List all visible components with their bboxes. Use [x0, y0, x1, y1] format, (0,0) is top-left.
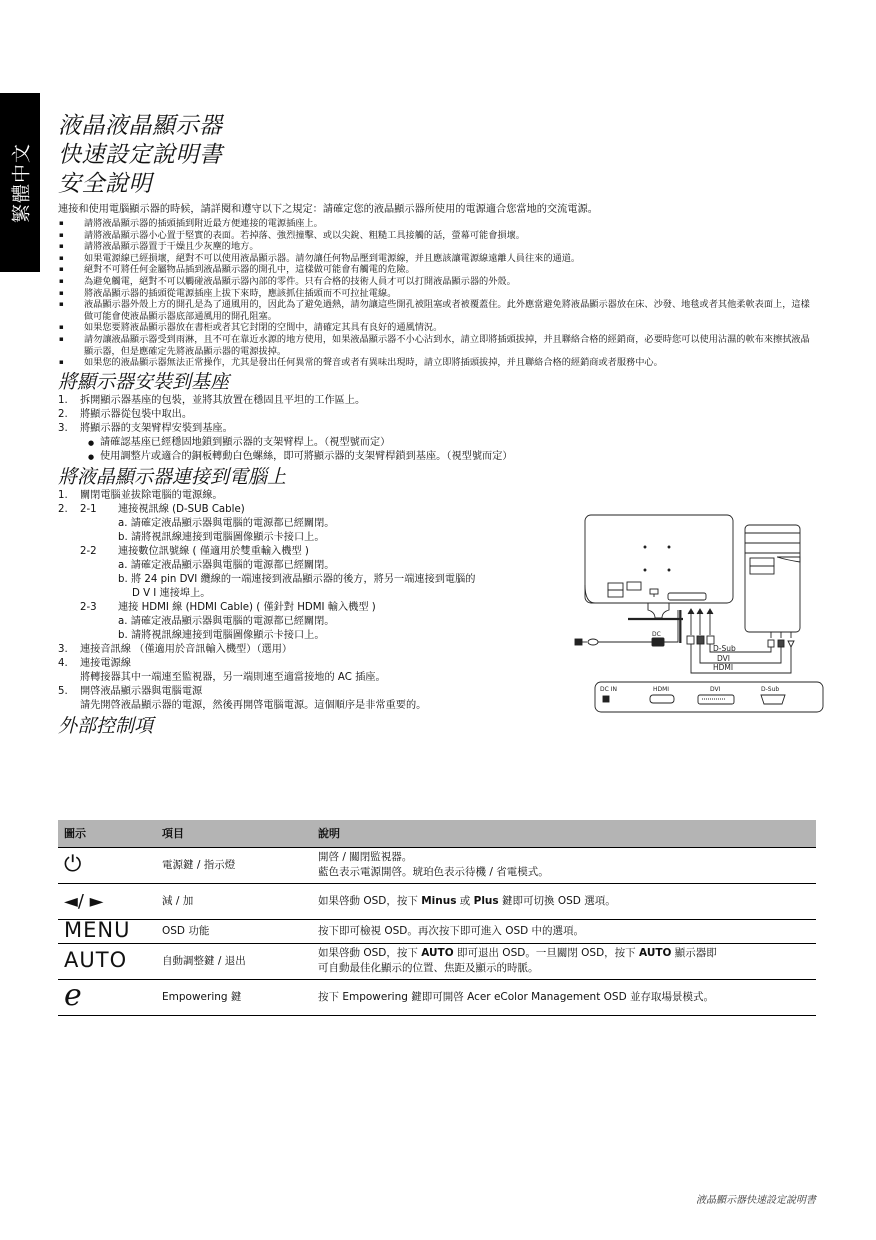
title-line-1: 液晶液晶顯示器	[58, 113, 223, 139]
base-steps	[58, 394, 818, 464]
port-panel-illustration	[595, 682, 823, 712]
substep-title: 連接數位訊號線 ( 僅適用於雙重輸入機型 )	[118, 545, 309, 557]
svg-text:DVI: DVI	[717, 654, 730, 663]
safety-item: ▪ 液晶顯示器外殼上方的開孔是為了通風用的，因此為了避免過熱，請勿讓這些開孔被阻塞或者被覆蓋住。此外應當避免將液晶顯示器放在床、沙發、地毯或者其他柔軟表面上，這樣做可能會使液晶顯示器底部通風用的開孔阻塞。	[58, 299, 818, 322]
substep-b: b. 將 24 pin DVI 纜線的一端連接到液晶顯示器的後方，將另一端連接到電腦的	[118, 573, 476, 585]
power-icon: ⏻	[64, 852, 82, 877]
step-number: 4.	[58, 657, 68, 669]
monitor-back-illustration	[585, 515, 733, 643]
header-item: 項目	[156, 820, 312, 847]
safety-item: ▪ 請勿讓液晶顯示器受到雨淋，且不可在靠近水源的地方使用，如果液晶顯示器不小心沾到水，請立即將插頭拔掉，并且聯絡合格的經銷商，必要時您可以使用沾濕的軟布來擦拭液晶顯示器，但是應確定先將液晶顯示器的電源拔掉。	[58, 334, 818, 357]
base-step	[58, 394, 818, 408]
description-cell	[312, 883, 816, 919]
connect-section-heading: 將液晶顯示器連接到電腦上	[58, 465, 287, 488]
description-text: 或	[456, 894, 474, 907]
step-number: 2.	[58, 503, 68, 515]
step-number: 1.	[58, 489, 68, 501]
description-cell: 按下即可檢視 OSD。再次按下即可進入 OSD 中的選項。	[312, 919, 816, 943]
empowering-e-icon: e	[64, 977, 82, 1013]
table-row	[58, 883, 816, 919]
svg-text:HDMI: HDMI	[653, 686, 670, 693]
step-detail: 將轉接器其中一端連至監視器，另一端則連至適當接地的 AC 插座。	[80, 671, 386, 683]
step-text: 關閉電腦並拔除電腦的電源線。	[80, 489, 223, 501]
svg-text:DC IN: DC IN	[600, 686, 617, 693]
step-number: 3.	[58, 422, 68, 434]
step-detail: 請先開啓液晶顯示器的電源，然後再開啓電腦電源。這個順序是非常重要的。	[80, 699, 427, 711]
item-cell: 減 / 加	[156, 883, 312, 919]
step-text: 連接音訊線 （僅適用於音訊輸入機型）（選用）	[80, 643, 293, 655]
safety-item: ▪ 請將液晶顯示器小心置于堅實的表面。若掉落、強烈撞擊、或以尖銳、粗糙工具接觸的話，螢幕可能會損壞。	[58, 230, 818, 242]
safety-item: ▪ 請將液晶顯示器的插頭插到附近最方便連接的電源插座上。	[58, 218, 818, 230]
key-name: Plus	[473, 894, 499, 907]
step-text: 連接電源線	[80, 657, 131, 669]
description-cell	[312, 847, 816, 883]
substep-title: 連接視訊線 (D-SUB Cable)	[118, 503, 245, 515]
language-label: 繁體中文	[10, 142, 33, 223]
description-line: 可自動最佳化顯示的位置、焦距及顯示的時脈。	[318, 962, 539, 974]
item-cell: 電源鍵 / 指示燈	[156, 847, 312, 883]
description-cell: 按下 Empowering 鍵即可開啓 Acer eColor Management OSD 並存取場景模式。	[312, 979, 816, 1015]
svg-text:D-Sub: D-Sub	[761, 686, 780, 693]
pc-tower-illustration	[745, 525, 800, 647]
step-text: 將顯示器從包裝中取出。	[80, 408, 193, 420]
description-text: 鍵即可切換 OSD 選項。	[498, 894, 616, 907]
substep-b-continued: D V I 連接埠上。	[132, 587, 211, 599]
safety-item: ▪ 如果您的液晶顯示器無法正常操作，尤其是發出任何異常的聲音或者有異味出現時，請立即將插頭拔掉，并且聯絡合格的經銷商或者服務中心。	[58, 357, 818, 369]
key-name: Minus	[421, 894, 457, 907]
description-text: 即可退出 OSD。一旦關閉 OSD，按下	[453, 947, 640, 959]
safety-item: ▪ 絕對不可將任何金屬物品插到液晶顯示器的開孔中，這樣做可能會有觸電的危險。	[58, 264, 818, 276]
description-line: 開啓 / 關閉監視器。	[318, 851, 413, 863]
sub-bullet: ● 使用調整片或適合的銅板轉動白色螺絲，即可將顯示器的支架臂桿鎖到基座。（視型號而定）	[88, 450, 818, 464]
title-line-2: 快速設定說明書	[58, 142, 223, 168]
step-text: 拆開顯示器基座的包裝，並將其放置在穩固且平坦的工作區上。	[80, 394, 366, 406]
svg-text:DC: DC	[652, 631, 661, 638]
description-text: 如果啓動 OSD，按下	[318, 947, 422, 959]
connection-diagram	[565, 510, 825, 715]
substep-number: 2-3	[80, 601, 97, 613]
description-text: 顯示器即	[671, 947, 717, 959]
description-cell	[312, 943, 816, 979]
description-text: 如果啓動 OSD，按下	[318, 894, 422, 907]
substep-a: a. 請確定液晶顯示器與電腦的電源都已經關閉。	[118, 517, 335, 529]
item-cell: 自動調整鍵 / 退出	[156, 943, 312, 979]
step-text: 開啓液晶顯示器與電腦電源	[80, 685, 203, 697]
language-side-tab	[0, 93, 40, 272]
safety-item: ▪ 如果您要將液晶顯示器放在書柜或者其它封閉的空間中，請確定其具有良好的通風情況。	[58, 322, 818, 334]
safety-intro: 連接和使用電腦顯示器的時候，請詳閱和遵守以下之規定：請確定您的液晶顯示器所使用的電源適合您當地的交流電源。	[58, 204, 598, 215]
safety-item: ▪ 請將液晶顯示器置于干燥且少灰塵的地方。	[58, 241, 818, 253]
substep-a: a. 請確定液晶顯示器與電腦的電源都已經關閉。	[118, 615, 335, 627]
substep-b: b. 請將視訊線連接到電腦圖像顯示卡接口上。	[118, 629, 325, 641]
table-row	[58, 943, 816, 979]
table-row	[58, 919, 816, 943]
header-description: 說明	[312, 820, 816, 847]
auto-icon: AUTO	[64, 948, 128, 972]
controls-section-heading: 外部控制項	[58, 714, 154, 737]
key-name: AUTO	[421, 947, 454, 959]
item-cell: Empowering 鍵	[156, 979, 312, 1015]
step-number: 3.	[58, 643, 68, 655]
svg-text:DVI: DVI	[710, 686, 721, 693]
key-name: AUTO	[639, 947, 672, 959]
safety-item: ▪ 如果電源線已經損壞，絕對不可以使用液晶顯示器。請勿讓任何物品壓到電源線，并且應該讓電源線遠離人員往來的通道。	[58, 253, 818, 265]
safety-item: ▪ 將液晶顯示器的插頭從電源插座上拔下來時，應該抓住插頭而不可拉扯電線。	[58, 288, 818, 300]
base-section-heading: 將顯示器安裝到基座	[58, 370, 230, 393]
menu-icon: MENU	[64, 918, 131, 942]
item-cell: OSD 功能	[156, 919, 312, 943]
base-step	[58, 408, 818, 422]
base-sub-bullets	[80, 436, 818, 464]
page-footer: 液晶顯示器快速設定說明書	[696, 1195, 816, 1206]
sub-bullet: ● 請確認基座已經穩固地鎖到顯示器的支架臂桿上。（視型號而定）	[88, 436, 818, 450]
step-text: 將顯示器的支架臂桿安裝到基座。	[80, 422, 233, 434]
substep-title: 連接 HDMI 線 (HDMI Cable) ( 僅針對 HDMI 輸入機型 )	[118, 601, 376, 613]
safety-item: ▪ 為避免觸電，絕對不可以觸碰液晶顯示器內部的零件。只有合格的技術人員才可以打開液晶顯示器的外殼。	[58, 276, 818, 288]
table-row	[58, 979, 816, 1015]
description-line: 藍色表示電源開啓。琥珀色表示待機 / 省電模式。	[318, 866, 549, 878]
external-controls-table	[58, 820, 816, 1016]
minus-plus-arrows-icon: ◄/ ►	[64, 890, 104, 912]
substep-number: 2-1	[80, 503, 97, 515]
substep-b: b. 請將視訊線連接到電腦圖像顯示卡接口上。	[118, 531, 325, 543]
table-header-row	[58, 820, 816, 847]
connect-step-1	[58, 489, 818, 503]
header-icon: 圖示	[58, 820, 156, 847]
step-number: 1.	[58, 394, 68, 406]
substep-a: a. 請確定液晶顯示器與電腦的電源都已經關閉。	[118, 559, 335, 571]
step-number: 2.	[58, 408, 68, 420]
safety-list	[58, 218, 818, 369]
svg-text:HDMI: HDMI	[713, 663, 734, 672]
safety-heading: 安全說明	[58, 171, 152, 197]
svg-text:D-Sub: D-Sub	[713, 644, 736, 653]
base-step	[58, 422, 818, 464]
substep-number: 2-2	[80, 545, 97, 557]
table-row	[58, 847, 816, 883]
step-number: 5.	[58, 685, 68, 697]
